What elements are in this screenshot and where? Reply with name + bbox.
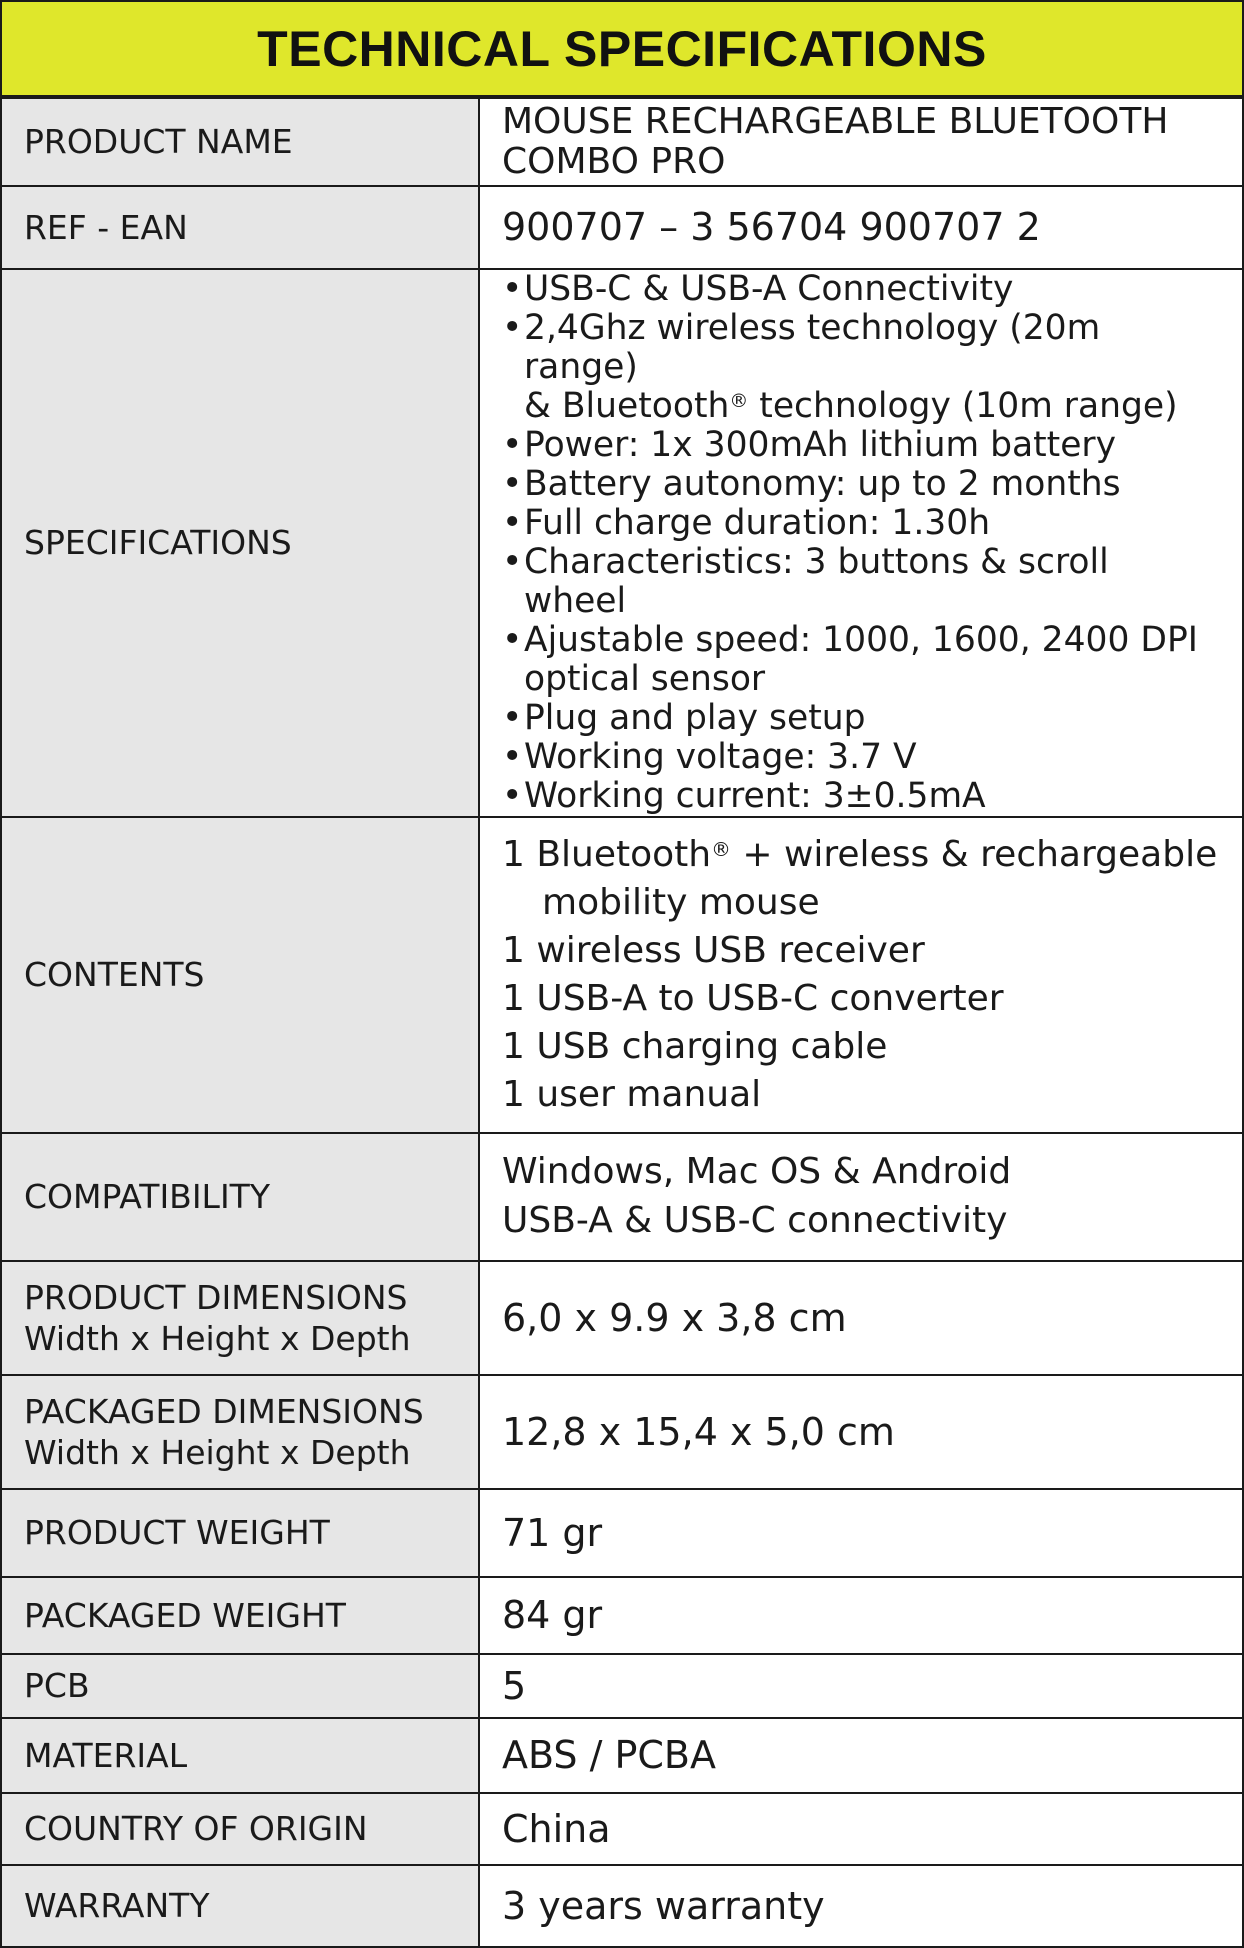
- table-row-specifications: [1, 269, 1243, 817]
- row-value: [479, 1133, 1243, 1261]
- spec-table: [0, 97, 1244, 1948]
- row-label: PACKAGED DIMENSIONS Width x Height x Depth: [1, 1375, 479, 1489]
- page-title: TECHNICAL SPECIFICATIONS: [257, 20, 987, 77]
- list-item: 1 user manual: [502, 1073, 762, 1115]
- product-name-line2: COMBO PRO: [502, 141, 726, 182]
- row-label: PRODUCT NAME: [1, 98, 479, 186]
- table-row-product-weight: [1, 1489, 1243, 1577]
- row-value: 12,8 x 15,4 x 5,0 cm: [479, 1375, 1243, 1489]
- row-value: 5: [479, 1654, 1243, 1718]
- row-label: PRODUCT WEIGHT: [1, 1489, 479, 1577]
- row-label: SPECIFICATIONS: [1, 269, 479, 817]
- title-bar: [0, 0, 1244, 97]
- row-value: 84 gr: [479, 1577, 1243, 1654]
- table-row-pcb: [1, 1654, 1243, 1718]
- row-value: [479, 98, 1243, 186]
- list-item: • 2,4Ghz wireless technology (20m range) & Bluetooth® technology (10m range): [502, 309, 1220, 426]
- table-row-packaged-weight: [1, 1577, 1243, 1654]
- list-item: • USB-C & USB-A Connectivity: [502, 270, 1220, 309]
- list-item: • Plug and play setup: [502, 699, 1220, 738]
- row-label: WARRANTY: [1, 1865, 479, 1947]
- row-label: CONTENTS: [1, 817, 479, 1133]
- list-item: • Power: 1x 300mAh lithium battery: [502, 426, 1220, 465]
- list-item: • Characteristics: 3 buttons & scroll wheel: [502, 543, 1220, 621]
- row-value: ABS / PCBA: [479, 1718, 1243, 1793]
- list-item: • Battery autonomy: up to 2 months: [502, 465, 1220, 504]
- list-item: • Full charge duration: 1.30h: [502, 504, 1220, 543]
- row-value: [479, 269, 1243, 817]
- row-label: PACKAGED WEIGHT: [1, 1577, 479, 1654]
- list-item: • Ajustable speed: 1000, 1600, 2400 DPI optical sensor: [502, 621, 1220, 699]
- spec-list: [502, 270, 1220, 816]
- contents-list: [502, 831, 1220, 1118]
- list-item: • Working voltage: 3.7 V: [502, 738, 1220, 777]
- list-item: 1 USB-A to USB-C converter: [502, 977, 1004, 1019]
- row-label: REF - EAN: [1, 186, 479, 269]
- table-row-product-dimensions: [1, 1261, 1243, 1375]
- table-row-warranty: [1, 1865, 1243, 1947]
- compat-line2: USB-A & USB-C connectivity: [502, 1199, 1008, 1241]
- product-name-line1: MOUSE RECHARGEABLE BLUETOOTH: [502, 100, 1169, 142]
- table-row-compatibility: [1, 1133, 1243, 1261]
- row-label: MATERIAL: [1, 1718, 479, 1793]
- row-label: PRODUCT DIMENSIONS Width x Height x Depth: [1, 1261, 479, 1375]
- row-value: 900707 – 3 56704 900707 2: [479, 186, 1243, 269]
- table-row-contents: [1, 817, 1243, 1133]
- table-row-country: [1, 1793, 1243, 1865]
- list-item: 1 wireless USB receiver: [502, 929, 925, 971]
- row-label: COUNTRY OF ORIGIN: [1, 1793, 479, 1865]
- row-value: [479, 817, 1243, 1133]
- list-item: • Working current: 3±0.5mA: [502, 777, 1220, 816]
- table-row-product-name: [1, 98, 1243, 186]
- row-label: PCB: [1, 1654, 479, 1718]
- row-value: 71 gr: [479, 1489, 1243, 1577]
- row-label: COMPATIBILITY: [1, 1133, 479, 1261]
- row-value: 6,0 x 9.9 x 3,8 cm: [479, 1261, 1243, 1375]
- table-row-material: [1, 1718, 1243, 1793]
- compat-line1: Windows, Mac OS & Android: [502, 1151, 1012, 1193]
- table-row-ref-ean: [1, 186, 1243, 269]
- list-item: 1 Bluetooth® + wireless & rechargeable mobility mouse: [502, 834, 1218, 924]
- row-value: China: [479, 1793, 1243, 1865]
- table-row-packaged-dimensions: [1, 1375, 1243, 1489]
- list-item: 1 USB charging cable: [502, 1025, 888, 1067]
- row-value: 3 years warranty: [479, 1865, 1243, 1947]
